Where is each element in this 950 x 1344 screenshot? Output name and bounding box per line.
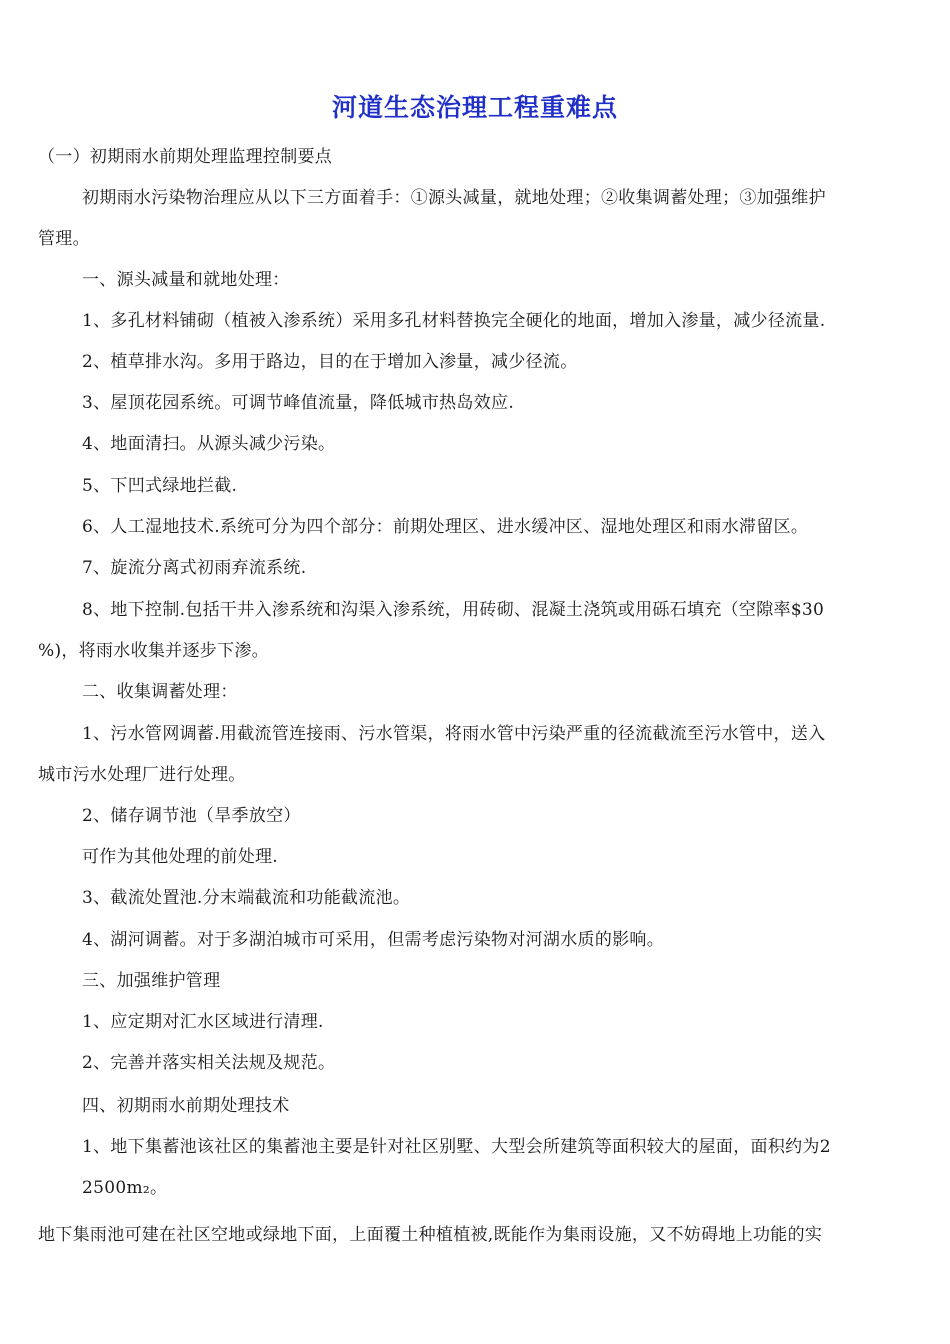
list-item: 3、截流处置池.分末端截流和功能截流池。 bbox=[82, 888, 411, 908]
paragraph-line: 管理。 bbox=[38, 229, 90, 249]
subsection-heading: 三、加强维护管理 bbox=[82, 971, 221, 991]
list-item: 1、应定期对汇水区域进行清理. bbox=[82, 1012, 324, 1032]
list-item-continuation: %)，将雨水收集并逐步下渗。 bbox=[38, 641, 269, 661]
paragraph-line: 初期雨水污染物治理应从以下三方面着手：①源头减量，就地处理；②收集调蓄处理；③加强维护 bbox=[82, 188, 826, 208]
list-item: 8、地下控制.包括干井入渗系统和沟渠入渗系统，用砖砌、混凝土浇筑或用砾石填充（空隙率$30 bbox=[82, 600, 825, 620]
list-item: 4、湖河调蓄。对于多湖泊城市可采用，但需考虑污染物对河湖水质的影响。 bbox=[82, 930, 665, 950]
list-item: 3、屋顶花园系统。可调节峰值流量，降低城市热岛效应. bbox=[82, 393, 515, 413]
list-item: 1、多孔材料铺砌（植被入渗系统）采用多孔材料替换完全硬化的地面，增加入渗量，减少径流量. bbox=[82, 311, 826, 331]
list-item: 2、植草排水沟。多用于路边，目的在于增加入渗量，减少径流。 bbox=[82, 352, 578, 372]
list-item: 1、地下集蓄池该社区的集蓄池主要是针对社区别墅、大型会所建筑等面积较大的屋面，面积约为2 bbox=[82, 1137, 831, 1157]
subsection-heading: 一、源头减量和就地处理： bbox=[82, 270, 290, 290]
list-item: 5、下凹式绿地拦截. bbox=[82, 476, 238, 496]
list-item-continuation: 2500m₂。 bbox=[82, 1178, 168, 1198]
list-item: 2、完善并落实相关法规及规范。 bbox=[82, 1053, 336, 1073]
paragraph-line: 地下集雨池可建在社区空地或绿地下面，上面覆土种植植被,既能作为集雨设施，又不妨碍地上功能的实 bbox=[38, 1225, 823, 1245]
subsection-heading: 二、收集调蓄处理： bbox=[82, 682, 238, 702]
list-item: 6、人工湿地技术.系统可分为四个部分：前期处理区、进水缓冲区、湿地处理区和雨水滞留区。 bbox=[82, 517, 809, 537]
section-heading: （一）初期雨水前期处理监理控制要点 bbox=[38, 147, 333, 167]
list-item-continuation: 城市污水处理厂进行处理。 bbox=[38, 765, 246, 785]
subsection-heading: 四、初期雨水前期处理技术 bbox=[82, 1096, 290, 1116]
list-item: 4、地面清扫。从源头减少污染。 bbox=[82, 434, 336, 454]
page-title: 河道生态治理工程重难点 bbox=[331, 93, 618, 122]
list-item: 7、旋流分离式初雨弃流系统. bbox=[82, 558, 307, 578]
paragraph-line: 可作为其他处理的前处理. bbox=[82, 847, 279, 867]
list-item: 1、污水管网调蓄.用截流管连接雨、污水管渠，将雨水管中污染严重的径流截流至污水管中，送入 bbox=[82, 724, 826, 744]
list-item: 2、储存调节池（旱季放空） bbox=[82, 806, 301, 826]
